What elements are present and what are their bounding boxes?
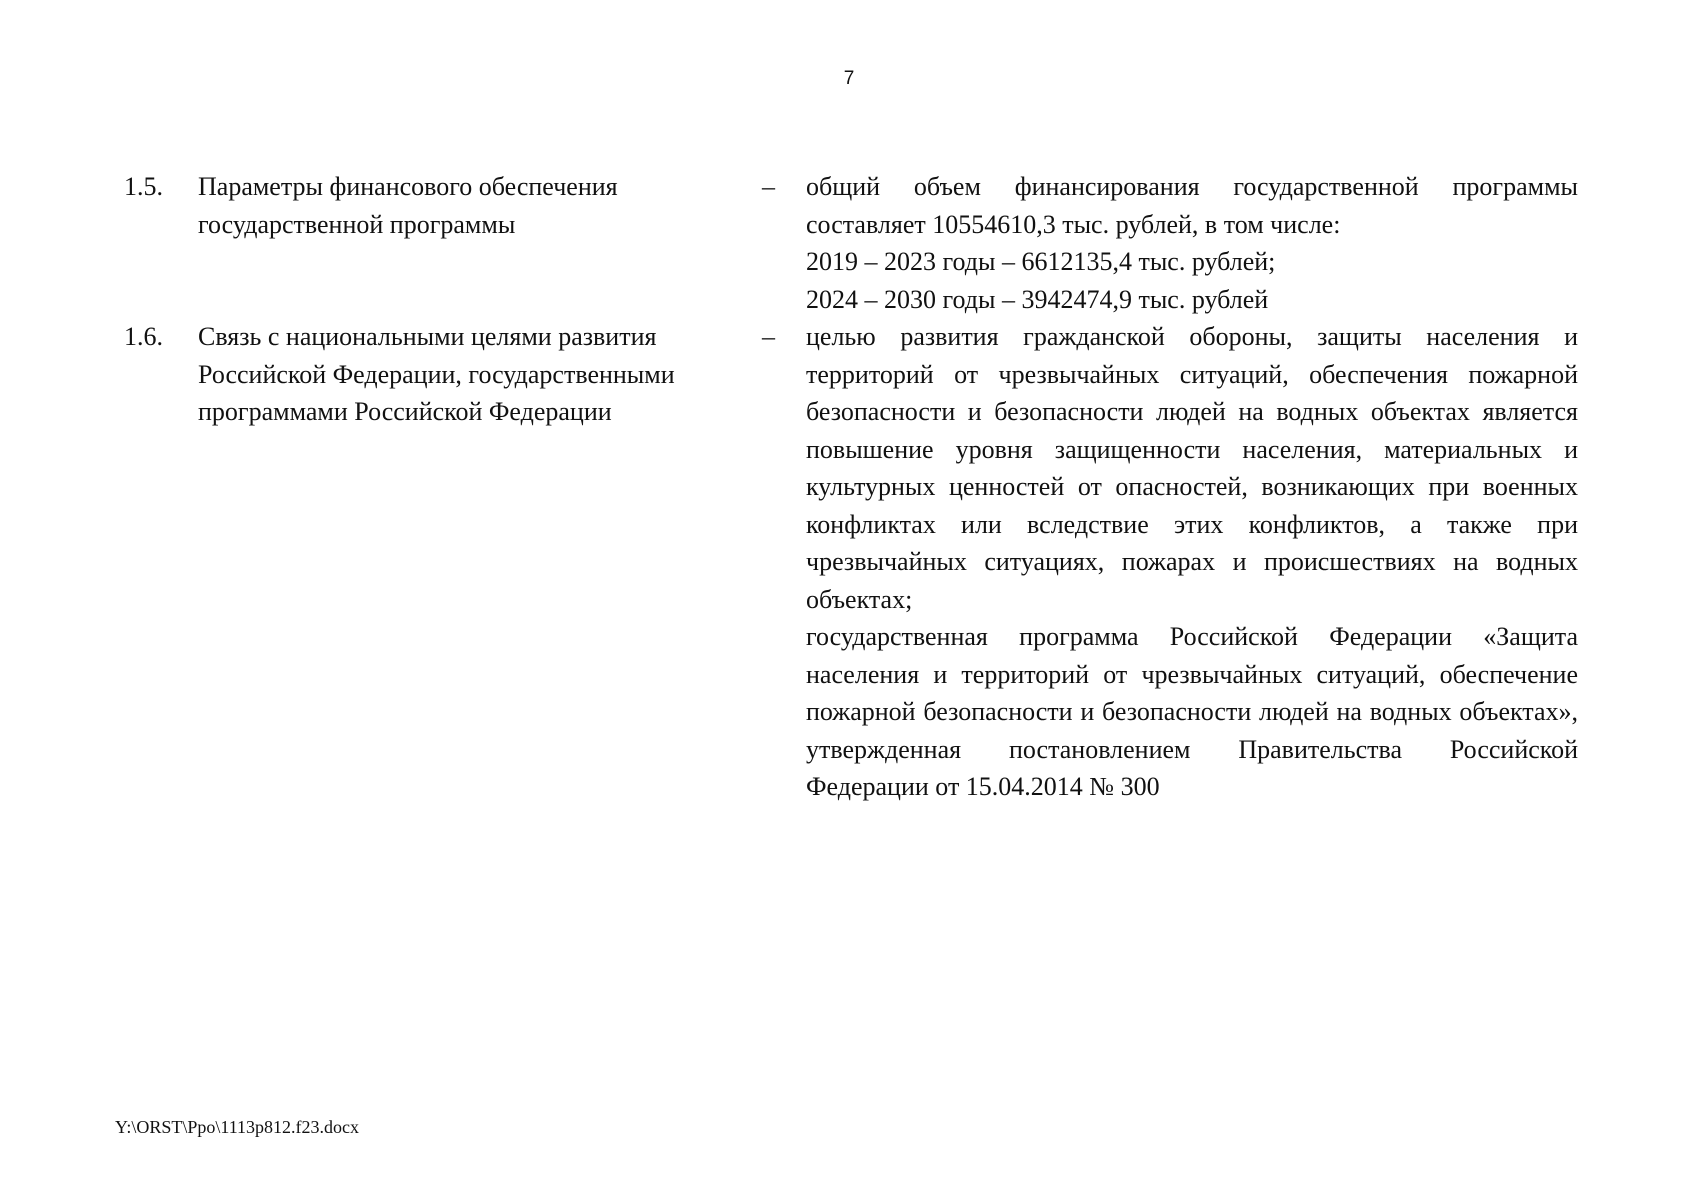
row-number: 1.6.	[124, 322, 163, 351]
value-paragraph: государственная программа Российской Федерации «Защита населения и территорий от чрезвычайных ситуаций, обеспечение пожарной безопасности и безопасности людей на водных объектах», утвержденная постановлением Правительства Российской Федерации от 15.04.2014 № 300	[806, 622, 1578, 801]
passport-table	[124, 168, 1578, 806]
row-label: Параметры финансового обеспечения государственной программы	[198, 172, 618, 239]
row-dash: –	[762, 172, 775, 201]
row-dash: –	[762, 322, 775, 351]
value-paragraph: 2024 – 2030 годы – 3942474,9 тыс. рублей	[806, 284, 1269, 314]
row-number: 1.5.	[124, 172, 163, 201]
row-label: Связь с национальными целями развития Российской Федерации, государственными программами Российской Федерации	[198, 322, 675, 426]
table-row-1-5	[124, 168, 1578, 318]
row-value	[806, 168, 1578, 318]
value-paragraph: общий объем финансирования государственной программы составляет 10554610,3 тыс. рублей, в том числе:	[806, 172, 1578, 239]
footer-file-path: Y:\ORST\Ppo\1113p812.f23.docx	[115, 1117, 360, 1137]
page-number: 7	[843, 68, 855, 89]
table-row-1-6	[124, 318, 1578, 806]
value-paragraph: 2019 – 2023 годы – 6612135,4 тыс. рублей;	[806, 247, 1276, 276]
value-paragraph: целью развития гражданской обороны, защиты населения и территорий от чрезвычайных ситуаций, обеспечения пожарной безопасности и безопасности людей на водных объектах является повышение уровня защищенности населения, материальных и культурных ценностей от опасностей, возникающих при военных конфликтах или вследствие этих конфликтов, а также при чрезвычайных ситуациях, пожарах и происшествиях на водных объектах;	[806, 322, 1578, 614]
row-value	[806, 318, 1578, 806]
